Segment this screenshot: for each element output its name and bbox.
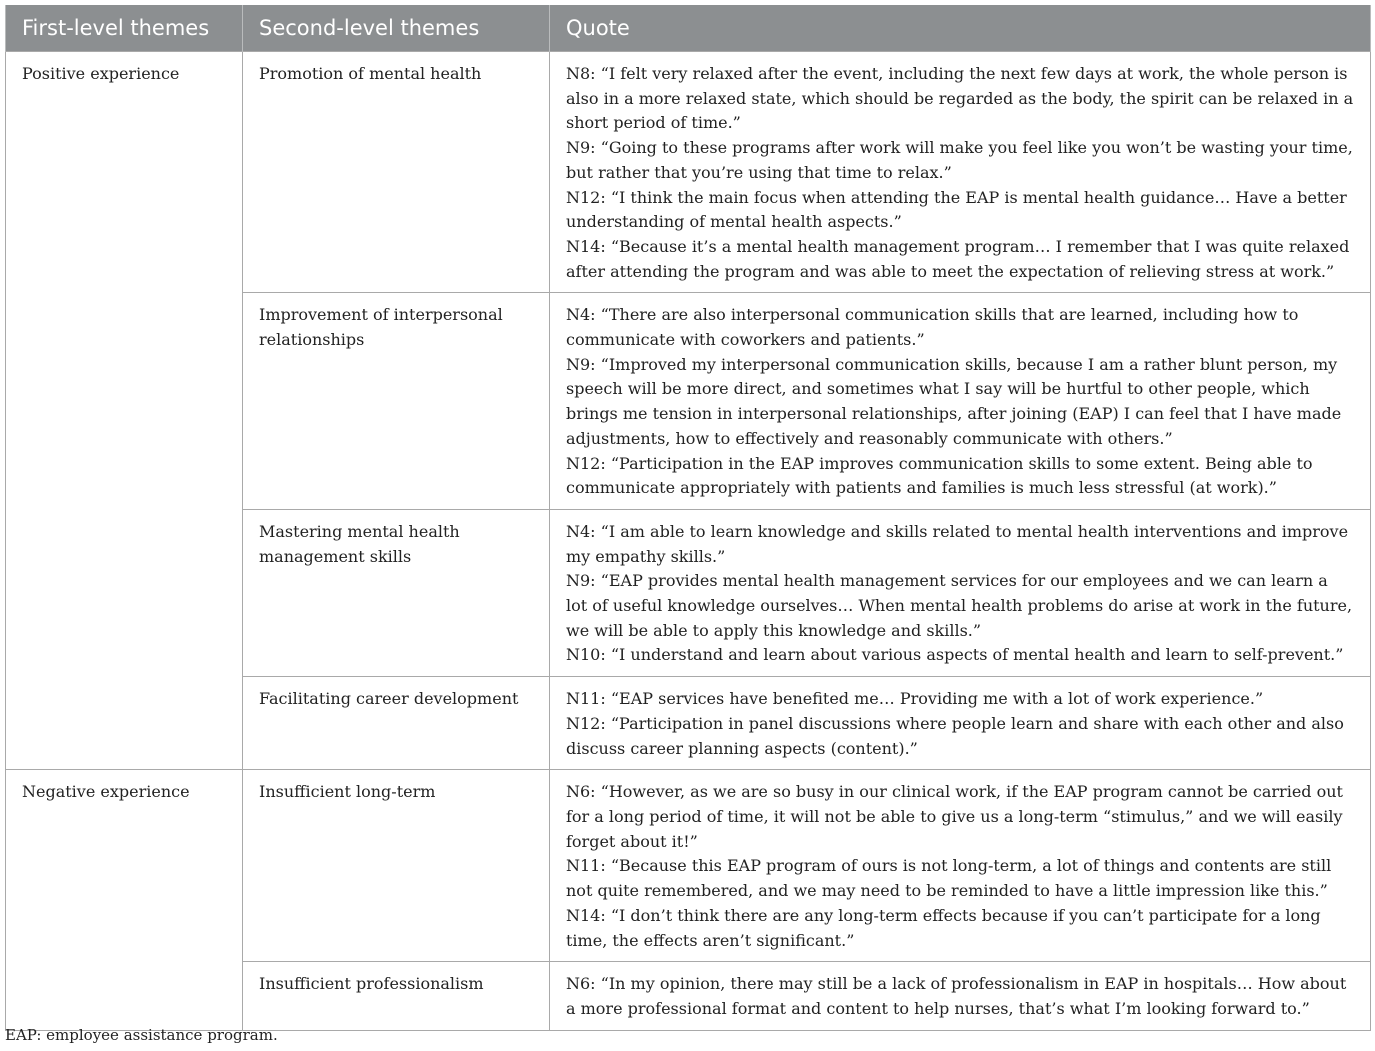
quote-text: N14: “Because it’s a mental health management program… I remember that I was quite relaxed after attending the program and was able to meet the expectation of relieving stress at work.” <box>566 236 1350 281</box>
quote-text: N9: “EAP provides mental health management services for our employees and we can learn a lot of useful knowledge ourselves… When mental health problems do arise at work in the future, we will be able to apply this knowledge and skills.” <box>566 571 1353 640</box>
header-first-level-themes: First-level themes <box>6 5 243 52</box>
quote-text: N4: “There are also interpersonal communication skills that are learned, including how to communicate with coworkers and patients.” <box>566 305 1299 350</box>
quote-cell <box>550 677 1371 770</box>
table-footnote: EAP: employee assistance program. <box>5 1026 278 1044</box>
table-body <box>6 52 1371 1031</box>
second-level-theme-cell: Facilitating career development <box>243 677 550 770</box>
quote-text: N6: “In my opinion, there may still be a lack of professionalism in EAP in hospitals… How about a more professional format and content to help nurses, that’s what I’m looking forward to.” <box>566 974 1347 1018</box>
first-level-theme-cell: Positive experience <box>6 52 243 770</box>
quote-text: N11: “Because this EAP program of ours is not long-term, a lot of things and contents are still not quite remembered, and we may need to be reminded to have a little impression like this.” <box>566 856 1332 901</box>
quote-text: N11: “EAP services have benefited me… Providing me with a lot of work experience.” <box>566 689 1264 709</box>
first-level-theme-cell: Negative experience <box>6 770 243 1030</box>
second-level-theme-cell: Improvement of interpersonal relationships <box>243 293 550 510</box>
quote-text: N10: “I understand and learn about various aspects of mental health and learn to self-prevent.” <box>566 645 1344 665</box>
table-row <box>6 770 1371 962</box>
themes-table <box>5 5 1371 1031</box>
quote-cell <box>550 509 1371 676</box>
quote-cell <box>550 962 1371 1030</box>
quote-cell <box>550 293 1371 510</box>
quote-text: N12: “I think the main focus when attending the EAP is mental health guidance… Have a better understanding of mental health aspects.” <box>566 187 1347 232</box>
quote-text: N9: “Improved my interpersonal communication skills, because I am a rather blunt person, my speech will be more direct, and sometimes what I say will be hurtful to other people, which brings me tension in interpersonal relationships, after joining (EAP) I can feel that I have made adjustments, how to effectively and reasonably communicate with others.” <box>566 354 1342 448</box>
quote-text: N4: “I am able to learn knowledge and skills related to mental health interventions and improve my empathy skills.” <box>566 521 1349 566</box>
header-row <box>6 5 1371 52</box>
second-level-theme-cell: Mastering mental health management skills <box>243 509 550 676</box>
table-row <box>6 52 1371 293</box>
table-header <box>6 5 1371 52</box>
second-level-theme-cell: Insufficient professionalism <box>243 962 550 1030</box>
header-second-level-themes: Second-level themes <box>243 5 550 52</box>
quote-text: N12: “Participation in the EAP improves communication skills to some extent. Being able to communicate appropriately with patients and families is much less stressful (at work).” <box>566 453 1313 498</box>
quote-text: N9: “Going to these programs after work will make you feel like you won’t be wasting your time, but rather that you’re using that time to relax.” <box>566 138 1353 182</box>
second-level-theme-cell: Promotion of mental health <box>243 52 550 293</box>
quote-text: N12: “Participation in panel discussions where people learn and share with each other and also discuss career planning aspects (content).” <box>566 713 1344 758</box>
quote-text: N14: “I don’t think there are any long-term effects because if you can’t participate for a long time, the effects aren’t significant.” <box>566 905 1321 950</box>
second-level-theme-cell: Insufficient long-term <box>243 770 550 962</box>
quote-cell <box>550 52 1371 293</box>
header-quote: Quote <box>550 5 1371 52</box>
quote-cell <box>550 770 1371 962</box>
quote-text: N6: “However, as we are so busy in our clinical work, if the EAP program cannot be carried out for a long period of time, it will not be able to give us a long-term “stimulus,” and we will easily forget about it!” <box>566 782 1343 851</box>
themes-table-container <box>5 5 1370 1031</box>
quote-text: N8: “I felt very relaxed after the event, including the next few days at work, the whole person is also in a more relaxed state, which should be regarded as the body, the spirit can be relaxed in a short period of time.” <box>566 64 1354 133</box>
